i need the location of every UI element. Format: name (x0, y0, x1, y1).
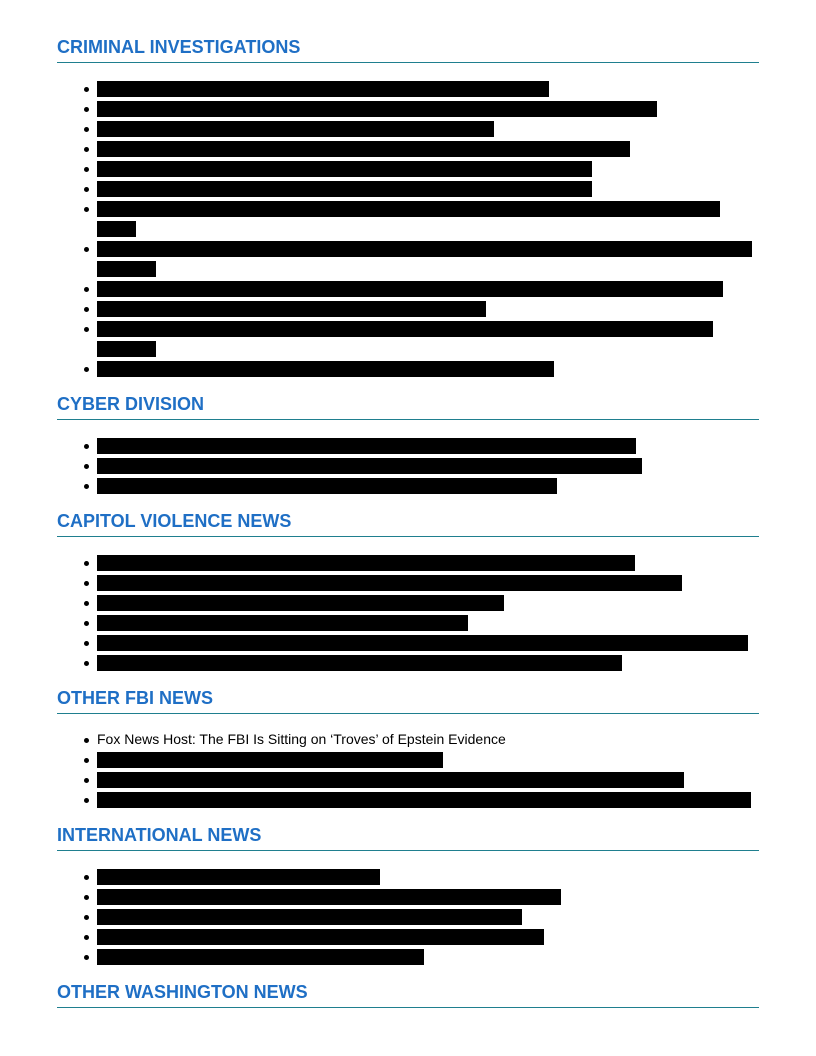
bullet (84, 444, 89, 449)
redaction-bar (97, 792, 751, 808)
section-heading: CRIMINAL INVESTIGATIONS (57, 36, 759, 63)
redaction-bar (97, 301, 486, 317)
redaction-bar (97, 101, 657, 117)
bullet (84, 661, 89, 666)
bullet (84, 187, 89, 192)
section-heading: OTHER FBI NEWS (57, 687, 759, 714)
bullet (84, 127, 89, 132)
redaction-bar (97, 889, 561, 905)
bullet (84, 247, 89, 252)
redaction-bar (97, 949, 424, 965)
news-link[interactable]: Fox News Host: The FBI Is Sitting on ‘Troves’ of Epstein Evidence (97, 731, 506, 747)
bullet (84, 327, 89, 332)
redaction-bar (97, 555, 635, 571)
bullet (84, 758, 89, 763)
section-heading: CYBER DIVISION (57, 393, 759, 420)
redaction-bar (97, 752, 443, 768)
bullet (84, 915, 89, 920)
redaction-bar (97, 909, 522, 925)
redaction-bar (97, 321, 713, 337)
bullet (84, 484, 89, 489)
bullet (84, 935, 89, 940)
bullet (84, 87, 89, 92)
redaction-bar (97, 929, 544, 945)
section-capitol-violence-news (57, 510, 759, 537)
redaction-bar (97, 595, 504, 611)
bullet (84, 738, 89, 743)
bullet (84, 307, 89, 312)
bullet (84, 875, 89, 880)
redaction-bar (97, 458, 642, 474)
redaction-bar (97, 772, 684, 788)
redaction-bar (97, 281, 723, 297)
bullet (84, 895, 89, 900)
section-other-fbi-news (57, 687, 759, 714)
redaction-bar (97, 81, 549, 97)
redaction-bar (97, 615, 468, 631)
bullet (84, 464, 89, 469)
redaction-bar (97, 635, 748, 651)
redaction-bar (97, 869, 380, 885)
section-criminal-investigations (57, 36, 759, 63)
section-heading: INTERNATIONAL NEWS (57, 824, 759, 851)
section-cyber-division (57, 393, 759, 420)
redaction-bar (97, 241, 752, 257)
redaction-bar (97, 121, 494, 137)
section-other-washington-news (57, 981, 759, 1008)
redaction-bar (97, 221, 136, 237)
redaction-bar (97, 438, 636, 454)
bullet (84, 147, 89, 152)
bullet (84, 207, 89, 212)
bullet (84, 955, 89, 960)
bullet (84, 641, 89, 646)
redaction-bar (97, 341, 156, 357)
redaction-bar (97, 361, 554, 377)
redaction-bar (97, 655, 622, 671)
redaction-bar (97, 161, 592, 177)
bullet (84, 621, 89, 626)
redaction-bar (97, 575, 682, 591)
bullet (84, 561, 89, 566)
bullet (84, 367, 89, 372)
redaction-bar (97, 181, 592, 197)
section-international-news (57, 824, 759, 851)
bullet (84, 107, 89, 112)
bullet (84, 601, 89, 606)
bullet (84, 581, 89, 586)
bullet (84, 167, 89, 172)
bullet (84, 287, 89, 292)
redaction-bar (97, 201, 720, 217)
redaction-bar (97, 261, 156, 277)
redaction-bar (97, 141, 630, 157)
bullet (84, 798, 89, 803)
redaction-bar (97, 478, 557, 494)
bullet (84, 778, 89, 783)
section-heading: CAPITOL VIOLENCE NEWS (57, 510, 759, 537)
section-heading: OTHER WASHINGTON NEWS (57, 981, 759, 1008)
